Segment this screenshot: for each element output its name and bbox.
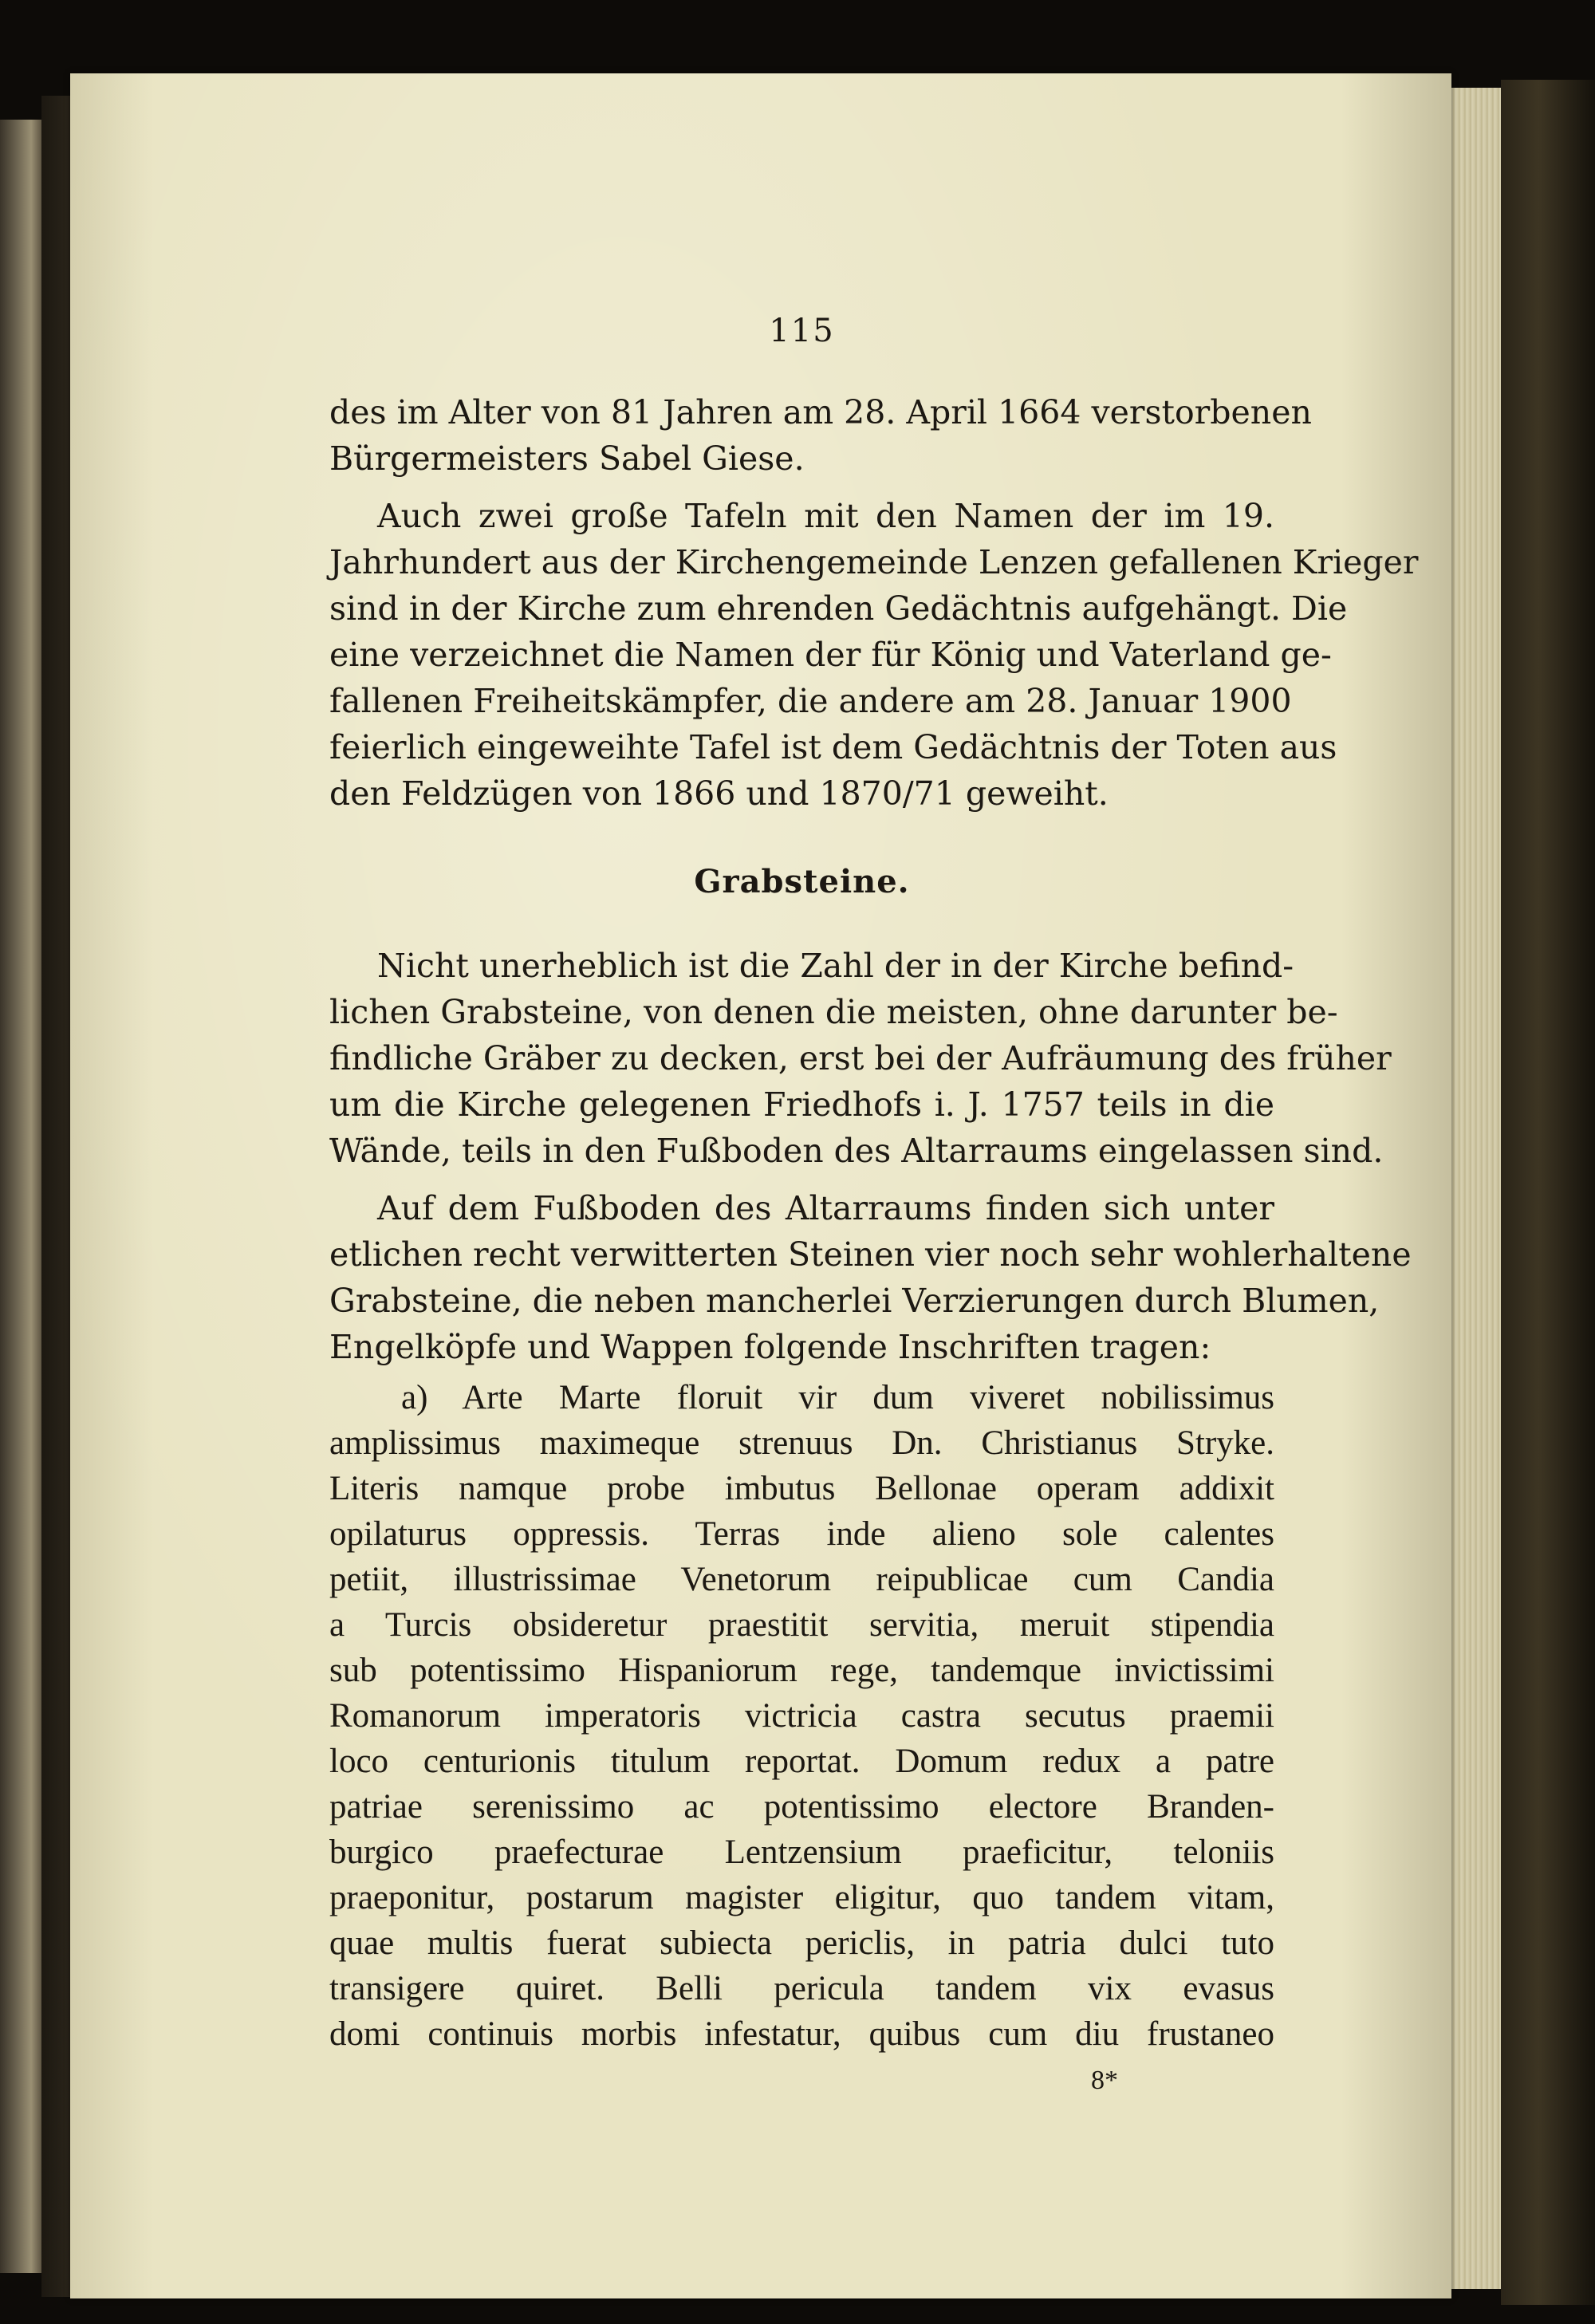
latin-line: praeponitur, postarum magister eligitur, quo tandem vitam, <box>329 1879 1274 1916</box>
latin-line: quae multis fuerat subiecta periclis, in patria dulci tuto <box>329 1924 1274 1962</box>
previous-page-edge <box>0 120 41 2273</box>
latin-line: patriae serenissimo ac potentissimo electore Branden- <box>329 1788 1274 1826</box>
text-line: Engelköpfe und Wappen folgende Inschriften tragen: <box>329 1328 1211 1366</box>
text-line: feierlich eingeweihte Tafel ist dem Gedächtnis der Toten aus <box>329 728 1337 766</box>
latin-line: petiit, illustrissimae Venetorum reipublicae cum Candia <box>329 1561 1274 1598</box>
text-line: findliche Gräber zu decken, erst bei der Aufräumung des früher <box>329 1039 1392 1077</box>
latin-line: Literis namque probe imbutus Bellonae operam addixit <box>329 1470 1274 1507</box>
latin-line: a Turcis obsideretur praestitit servitia, meruit stipendia <box>329 1606 1274 1644</box>
latin-line: amplissimus maximeque strenuus Dn. Christianus Stryke. <box>329 1424 1274 1462</box>
text-line: des im Alter von 81 Jahren am 28. April 1664 verstorbenen <box>329 393 1312 431</box>
text-line: etlichen recht verwitterten Steinen vier noch sehr wohlerhaltene <box>329 1235 1412 1274</box>
text-line: um die Kirche gelegenen Friedhofs i. J. 1757 teils in die <box>329 1085 1274 1124</box>
section-heading: Grabsteine. <box>694 863 910 900</box>
text-line: Auf dem Fußboden des Altarraums finden sich unter <box>377 1189 1274 1227</box>
text-line: Wände, teils in den Fußboden des Altarraums eingelassen sind. <box>329 1132 1384 1170</box>
text-line: eine verzeichnet die Namen der für König und Vaterland ge- <box>329 636 1332 674</box>
latin-line: loco centurionis titulum reportat. Domum redux a patre <box>329 1743 1274 1780</box>
text-line: Nicht unerheblich ist die Zahl der in der Kirche befind- <box>377 947 1294 985</box>
latin-line: sub potentissimo Hispaniorum rege, tandemque invictissimi <box>329 1652 1274 1689</box>
text-line: sind in der Kirche zum ehrenden Gedächtnis aufgehängt. Die <box>329 589 1348 628</box>
text-line: Bürgermeisters Sabel Giese. <box>329 439 805 478</box>
signature-mark: 8* <box>1091 2066 1118 2095</box>
text-line: Grabsteine, die neben mancherlei Verzierungen durch Blumen, <box>329 1282 1380 1320</box>
page-number: 115 <box>769 313 835 349</box>
text-line: Auch zwei große Tafeln mit den Namen der im 19. <box>377 497 1274 535</box>
text-line: fallenen Freiheitskämpfer, die andere am 28. Januar 1900 <box>329 682 1292 720</box>
latin-line: opilaturus oppressis. Terras inde alieno sole calentes <box>329 1515 1274 1553</box>
text-line: lichen Grabsteine, von denen die meisten, ohne darunter be- <box>329 993 1338 1031</box>
book-page <box>70 73 1451 2298</box>
latin-line: domi continuis morbis infestatur, quibus cum diu frustaneo <box>329 2015 1274 2053</box>
text-line: Jahrhundert aus der Kirchengemeinde Lenzen gefallenen Krieger <box>329 543 1419 581</box>
latin-line: transigere quiret. Belli pericula tandem vix evasus <box>329 1970 1274 2007</box>
book-cover-edge <box>1501 80 1595 2305</box>
latin-line: a) Arte Marte floruit vir dum viveret nobilissimus <box>401 1379 1274 1416</box>
text-line: den Feldzügen von 1866 und 1870/71 geweiht. <box>329 774 1109 813</box>
latin-line: burgico praefecturae Lentzensium praeficitur, teloniis <box>329 1834 1274 1871</box>
latin-line: Romanorum imperatoris victricia castra secutus praemii <box>329 1697 1274 1735</box>
